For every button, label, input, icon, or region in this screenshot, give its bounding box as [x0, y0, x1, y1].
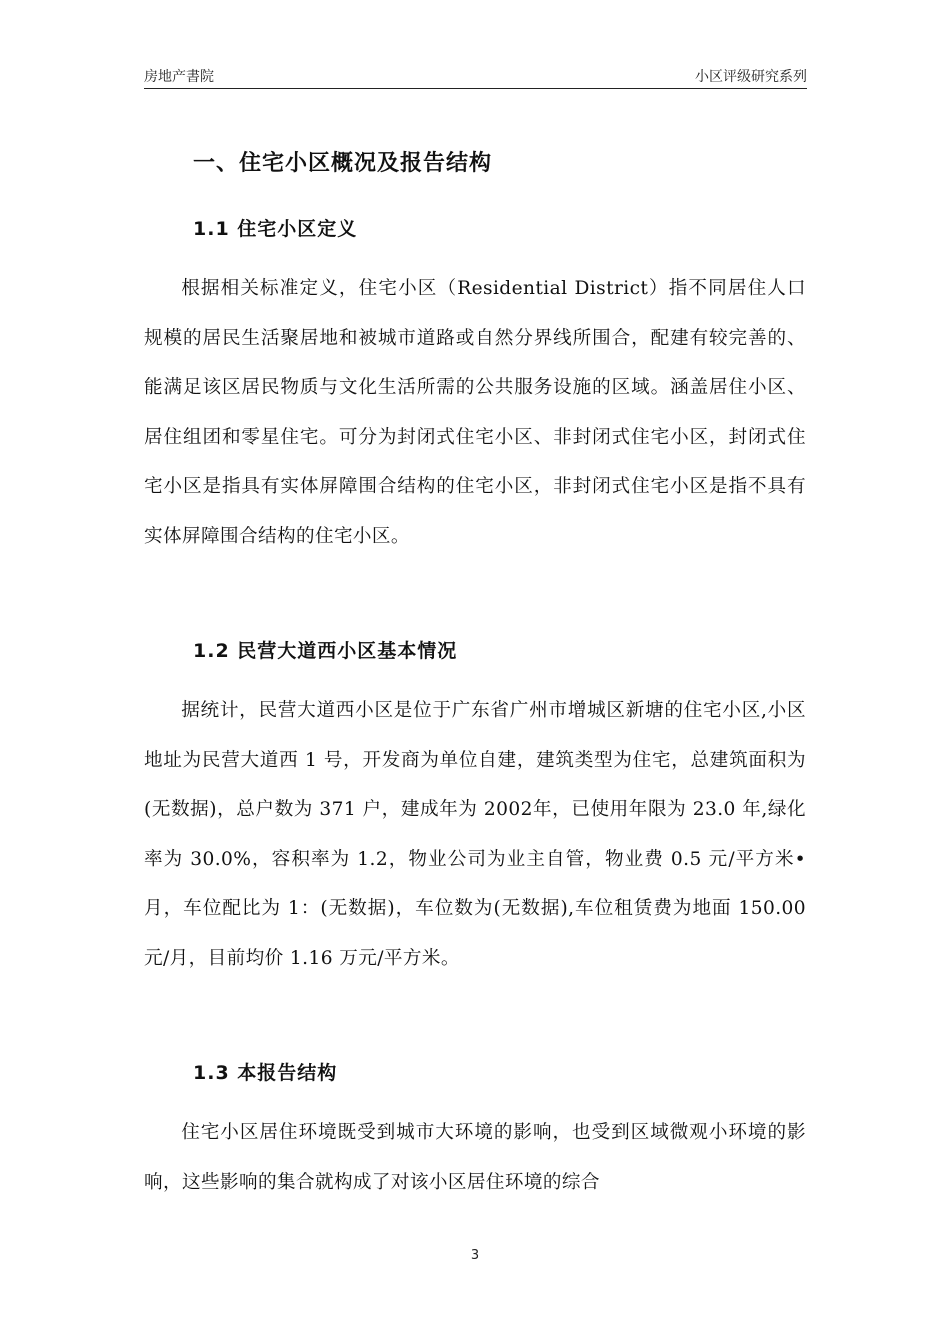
- paragraph-basic-info: 据统计，民营大道西小区是位于广东省广州市增城区新塘的住宅小区,小区地址为民营大道西 1 号，开发商为单位自建，建筑类型为住宅，总建筑面积为(无数据)，总户数为 371 户，建成年为 2002年，已使用年限为 23.0 年,绿化率为 30.0%，容积率为 1.2，物业公司为业主自管，物业费 0.5 元/平方米•月，车位配比为 1：(无数据)，车位数为(无数据),车位租赁费为地面 150.00 元/月，目前均价 1.16 万元/平方米。: [144, 700, 806, 969]
- paragraph-definition: 根据相关标准定义，住宅小区（Residential District）指不同居住人口规模的居民生活聚居地和被城市道路或自然分界线所围合，配建有较完善的、能满足该区居民物质与文化生活所需的公共服务设施的区域。涵盖居住小区、居住组团和零星住宅。可分为封闭式住宅小区、非封闭式住宅小区，封闭式住宅小区是指具有实体屏障围合结构的住宅小区，非封闭式住宅小区是指不具有实体屏障围合结构的住宅小区。: [144, 278, 806, 547]
- section-title: 一、住宅小区概况及报告结构: [193, 151, 493, 176]
- subsection-heading-1-3: 1.3 本报告结构: [193, 1062, 338, 1084]
- header-publisher: 房地产書院: [144, 69, 214, 85]
- page-number: 3: [470, 1248, 480, 1263]
- page-header: [144, 66, 807, 89]
- header-series-title: 小区评级研究系列: [695, 69, 807, 85]
- paragraph-report-structure: 住宅小区居住环境既受到城市大环境的影响，也受到区域微观小环境的影响，这些影响的集合就构成了对该小区居住环境的综合: [144, 1122, 806, 1193]
- subsection-heading-1-1: 1.1 住宅小区定义: [193, 218, 358, 240]
- subsection-heading-1-2: 1.2 民营大道西小区基本情况: [193, 640, 458, 662]
